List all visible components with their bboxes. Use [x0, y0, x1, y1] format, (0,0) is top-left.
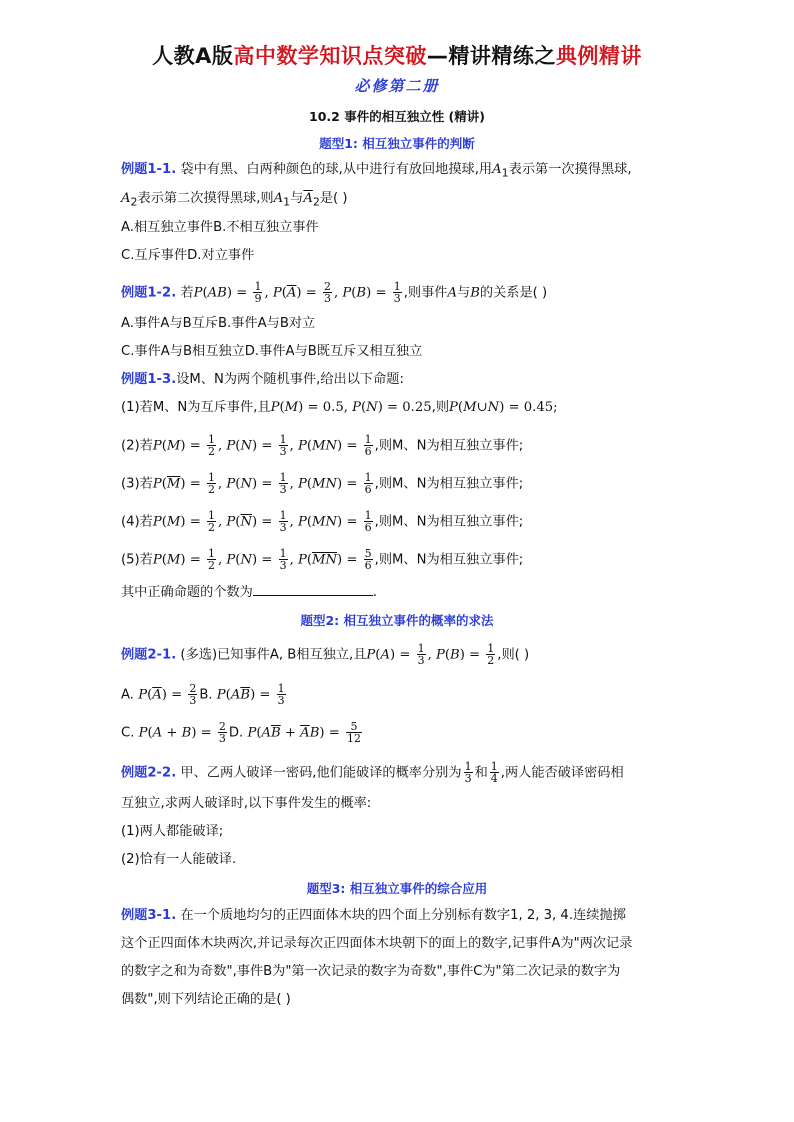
header-part1: 人教A版: [152, 44, 234, 68]
example-text: ,则: [431, 400, 450, 415]
header-part2: 高中数学知识点突破: [233, 44, 427, 68]
option-a: A.相互独立事件: [121, 220, 214, 235]
option-b: B.事件A与B对立: [218, 316, 316, 331]
example-text: 表示第二次摸得黑球,则: [137, 191, 274, 206]
example-text: 设M、N为两个随机事件,给出以下命题:: [176, 372, 404, 387]
example-text: (3)若: [121, 476, 153, 492]
example-text: ,则M、N为相互独立事件;: [374, 476, 524, 492]
example-1-3-question: [121, 583, 681, 602]
example-1-2-options-ab: [121, 315, 681, 333]
proposition-1: (1)若M、N为互斥事件,且P(M) = 0.5, P(N) = 0.25,则P(M∪N) = 0.45;: [121, 400, 558, 415]
example-1-2-options-cd: [121, 343, 681, 361]
example-1-1-line1: 例题1-1. 袋中有黑、白两种颜色的球,从中进行有放回地摸球,用$A_1$表示第一次摸得黑球,: [121, 162, 632, 180]
example-3-1-line3: 的数字之和为奇数",事件B为"第一次记录的数字为奇数",事件C为"第二次记录的数字为: [121, 964, 621, 979]
option-d: D.事件A与B既互斥又相互独立: [244, 344, 423, 359]
example-text: 与: [290, 191, 304, 206]
option-d: D.: [228, 725, 244, 741]
example-label: 例题3-1.: [121, 908, 177, 923]
proposition-4: (4)若P(M) = $\frac{1}{2}$ , $P(\overline{N})$ = $\frac{1}{3}$ , P(MN) = $\frac{1}{6}$ ,则M、N为相互独立事件;: [121, 509, 524, 534]
example-label: 例题2-1.: [121, 647, 177, 663]
example-text: 在一个质地均匀的正四面体木块的四个面上分别标有数字1, 2, 3, 4.连续抛掷: [180, 908, 626, 923]
example-1-2-stem: 例题1-2. 若P(AB) = $\frac{1}{9}$ , $P(\overline{A})$ = $\frac{2}{3}$ , P(B) = $\frac{1}{3}$ ,则事件A与B的关系是( ): [121, 280, 548, 305]
example-text: 其中正确命题的个数为: [121, 585, 253, 600]
document-header: [0, 40, 794, 70]
proposition-5: (5)若P(M) = $\frac{1}{2}$ , P(N) = $\frac{1}{3}$ , $P(\overline{MN})$ = $\frac{5}{6}$ ,则M、N为相互独立事件;: [121, 547, 524, 572]
header-part3: —精讲精练之: [426, 44, 556, 68]
example-text: ,则事件: [403, 285, 448, 301]
document-subtitle: 必修第二册: [354, 77, 440, 95]
example-1-3-intro: [121, 371, 681, 389]
example-text: 袋中有黑、白两种颜色的球,从中进行有放回地摸球,用: [180, 162, 493, 177]
option-c: C.: [121, 725, 135, 741]
example-text: ,则( ): [497, 647, 530, 663]
example-text: (4)若: [121, 514, 153, 530]
answer-blank[interactable]: [253, 583, 373, 596]
example-2-1-options-ab: A. $P(\overline{A})$ = $\frac{2}{3}$ B. $P(A\overline{B})$ = $\frac{1}{3}$: [121, 682, 285, 707]
example-1-1-line2: $A_2$表示第二次摸得黑球,则$A_1$与$\overline{A}_2$是( ): [121, 191, 348, 209]
example-text: (1)若M、N为互斥事件,且: [121, 400, 271, 415]
example-2-2-line2: 互独立,求两人破译时,以下事件发生的概率:: [121, 796, 372, 811]
example-text: .: [372, 585, 378, 600]
example-text: 和: [474, 765, 488, 781]
option-a: A.事件A与B互斥: [121, 316, 218, 331]
example-text: ,则M、N为相互独立事件;: [374, 514, 524, 530]
example-label: 例题1-2.: [121, 285, 177, 301]
example-text: (2)若: [121, 438, 153, 454]
example-text: 是( ): [319, 191, 348, 206]
example-2-2-question2: (2)恰有一人能破译.: [121, 852, 237, 867]
option-c: C.互斥事件: [121, 248, 188, 263]
example-3-1-line2: 这个正四面体木块两次,并记录每次正四面体木块朝下的面上的数字,记事件A为"两次记录: [121, 936, 633, 951]
example-text: 与: [457, 285, 471, 301]
proposition-2: (2)若P(M) = $\frac{1}{2}$ , P(N) = $\frac{1}{3}$ , P(MN) = $\frac{1}{6}$ ,则M、N为相互独立事件;: [121, 433, 524, 458]
example-text: (5)若: [121, 552, 153, 568]
option-c: C.事件A与B相互独立: [121, 344, 245, 359]
option-b: B.不相互独立事件: [213, 220, 319, 235]
example-2-1-stem: 例题2-1. (多选)已知事件A, B相互独立,且P(A) = $\frac{1}{3}$ , P(B) = $\frac{1}{2}$ ,则( ): [121, 642, 530, 667]
example-text: 表示第一次摸得黑球,: [508, 162, 632, 177]
option-a: A.: [121, 687, 134, 703]
example-1-1-options-cd: [121, 247, 681, 265]
header-part4: 典例精讲: [555, 44, 642, 68]
example-text: ,两人能否破译密码相: [500, 765, 624, 781]
example-2-2-line1: 例题2-2. 甲、乙两人破译一密码,他们能破译的概率分别为 $\frac{1}{3}$ 和 $\frac{1}{4}$ ,两人能否破译密码相: [121, 760, 624, 785]
example-3-1-line4: 偶数",则下列结论正确的是( ): [121, 992, 291, 1007]
example-label: 例题2-2.: [121, 765, 177, 781]
section-title: 10.2 事件的相互独立性 (精讲): [309, 109, 485, 124]
example-2-1-options-cd: C. P(A + B) = $\frac{2}{3}$ D. $P(A\overline{B} + \overline{A}B)$ = $\frac{5}{12}$: [121, 720, 361, 745]
example-1-1-options-ab: [121, 219, 681, 237]
example-2-2-question1: (1)两人都能破译;: [121, 824, 224, 839]
example-text: 甲、乙两人破译一密码,他们能破译的概率分别为: [180, 765, 462, 781]
type3-heading: 题型3: 相互独立事件的综合应用: [306, 881, 488, 896]
option-b: B.: [199, 687, 213, 703]
type2-heading: 题型2: 相互独立事件的概率的求法: [300, 613, 494, 628]
example-label: 例题1-3.: [121, 372, 177, 387]
option-d: D.对立事件: [187, 248, 255, 263]
example-text: ,则M、N为相互独立事件;: [374, 438, 524, 454]
example-text: ,则M、N为相互独立事件;: [374, 552, 524, 568]
example-3-1-line1: [121, 907, 681, 925]
example-text: 若: [180, 285, 194, 301]
example-label: 例题1-1.: [121, 162, 177, 177]
example-text: 的关系是( ): [479, 285, 548, 301]
type1-heading: 题型1: 相互独立事件的判断: [319, 136, 475, 151]
proposition-3: (3)若$P(\overline{M})$ = $\frac{1}{2}$ , P(N) = $\frac{1}{3}$ , P(MN) = $\frac{1}{6}$ ,则M、N为相互独立事件;: [121, 471, 524, 496]
example-text: (多选)已知事件A, B相互独立,且: [180, 647, 367, 663]
